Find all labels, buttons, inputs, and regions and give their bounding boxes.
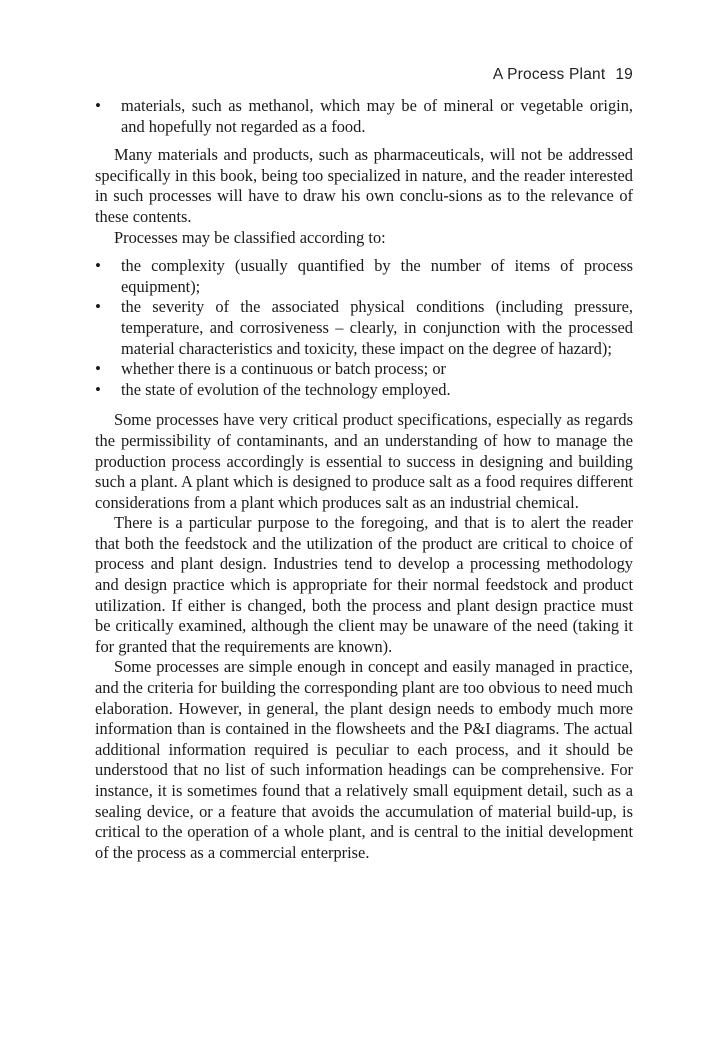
running-head	[493, 66, 633, 84]
page-number: 19	[615, 66, 633, 83]
list-item: • materials, such as methanol, which may be of mineral or vegetable origin, and hopefully not regarded as a food.	[95, 96, 633, 137]
paragraph: There is a particular purpose to the foregoing, and that is to alert the reader that both the feedstock and the utilization of the product are critical to choice of process and plant design. Industries tend to develop a processing methodology and design practice which is appropriate for their normal feedstock and product utilization. If either is changed, both the process and plant design practice must be critically examined, although the client may be unaware of the need (taking it for granted that the requirements are known).	[95, 513, 633, 656]
paragraph: Many materials and products, such as pharmaceuticals, will not be addressed specifically in this book, being too specialized in nature, and the reader interested in such processes will have to draw his own conclu-sions as to the relevance of these contents.	[95, 145, 633, 226]
paragraph: Some processes are simple enough in concept and easily managed in practice, and the criteria for building the corresponding plant are too obvious to need much elaboration. However, in general, the plant design needs to embody much more information than is contained in the flowsheets and the P&I diagrams. The actual additional information required is peculiar to each process, and it should be understood that no list of such information headings can be comprehensive. For instance, it is sometimes found that a relatively small equipment detail, such as a sealing device, or a feature that avoids the accumulation of material build-up, is critical to the operation of a whole plant, and is central to the initial development of the process as a commercial enterprise.	[95, 657, 633, 862]
list-item: • whether there is a continuous or batch process; or	[95, 359, 633, 380]
bullet-list-materials	[95, 96, 633, 137]
paragraph: Some processes have very critical product specifications, especially as regards the permissibility of contaminants, and an understanding of how to manage the production process accordingly is essential to success in designing and building such a plant. A plant which is designed to produce salt as a food requires different considerations from a plant which produces salt as an industrial chemical.	[95, 410, 633, 512]
list-item: • the complexity (usually quantified by the number of items of process equipment);	[95, 256, 633, 297]
page-body	[95, 96, 633, 863]
list-item: • the severity of the associated physical conditions (including pressure, temperature, and corrosiveness – clearly, in conjunction with the processed material characteristics and toxicity, these impact on the degree of hazard);	[95, 297, 633, 359]
paragraph: Processes may be classified according to:	[114, 227, 386, 247]
running-head-title: A Process Plant	[492, 66, 606, 83]
bullet-list-classification	[95, 256, 633, 400]
list-item: • the state of evolution of the technology employed.	[95, 380, 633, 401]
